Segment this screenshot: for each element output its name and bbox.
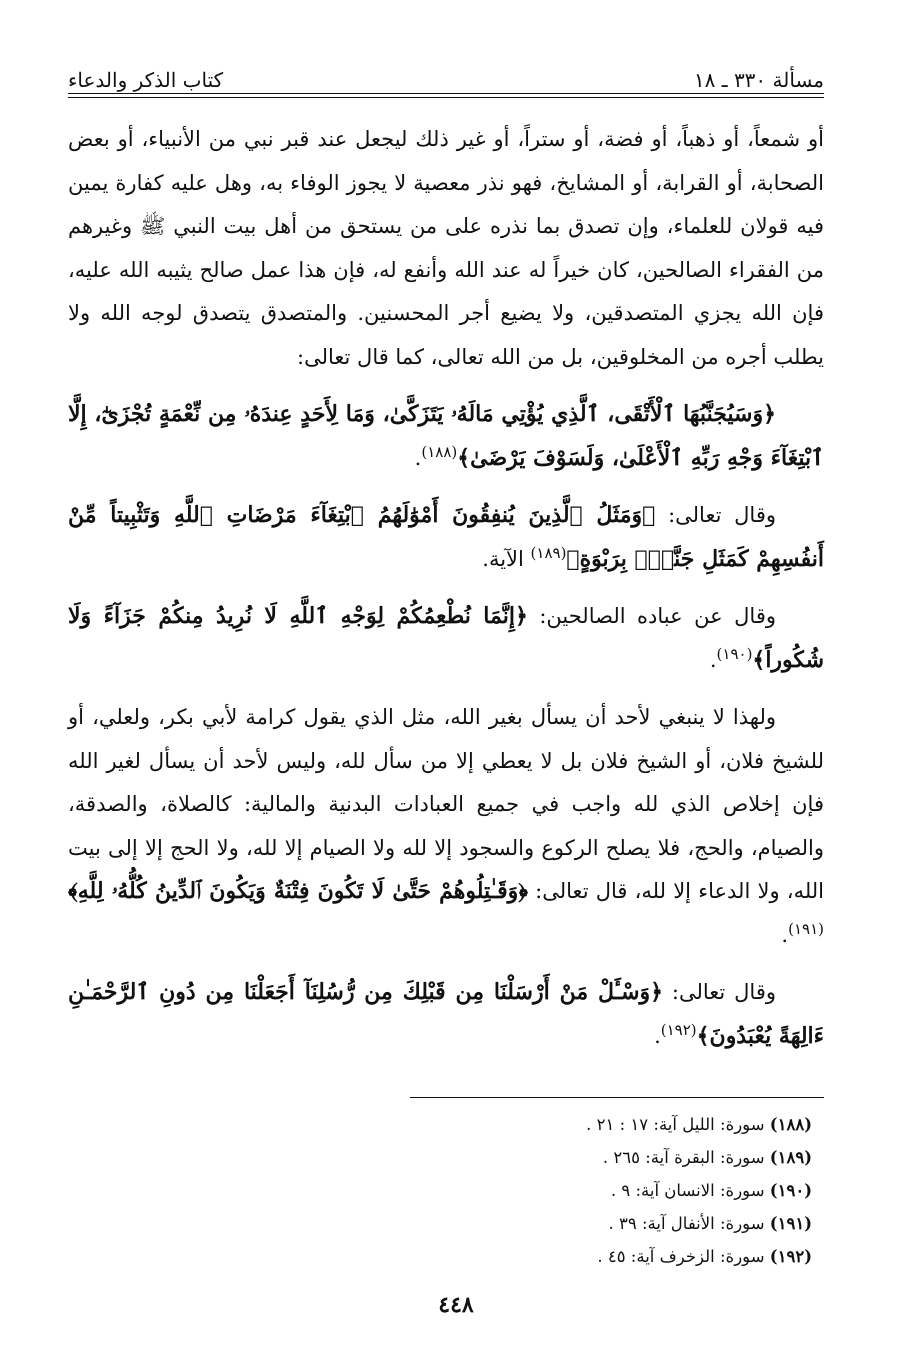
footnote-ref: (١٩٠)	[716, 644, 753, 663]
paragraph-tail: .	[654, 1023, 661, 1048]
header-rule-secondary	[68, 97, 824, 98]
footnote-text: سورة: الزخرف آية: ٤٥ .	[597, 1247, 765, 1266]
footnote-ref: (١٩٢)	[660, 1020, 697, 1039]
footnote-item	[68, 1108, 812, 1141]
paragraph-lead: وقال تعالى:	[655, 503, 776, 527]
paragraph-tail: .	[414, 445, 422, 470]
footnote-text: سورة: الانسان آية: ٩ .	[610, 1181, 765, 1200]
footnotes	[68, 1108, 812, 1273]
footnote-text: سورة: الليل آية: ١٧ : ٢١ .	[586, 1115, 765, 1134]
footnote-number: (١٩٢)	[769, 1247, 812, 1266]
footnote-item	[68, 1141, 812, 1174]
book-title: كتاب الذكر والدعاء	[68, 68, 224, 92]
quran-verse: ﴿وَمَثَلُ ٱلَّذِينَ يُنفِقُونَ أَمْوَٰلَهُمُ ٱبْتِغَآءَ مَرْضَاتِ ٱللَّهِ وَتَثْبِيتاً مِّنْ أَنفُسِهِمْ كَمَثَلِ جَنَّةٍۭ بِرَبْوَةٍ﴾	[68, 502, 824, 572]
paragraph-5	[68, 696, 824, 957]
quran-verse: ﴿وَسَيُجَنَّبُهَا ٱلْأَتْقَى، ٱلَّذِي يُؤْتِي مَالَهُۥ يَتَزَكَّىٰ، وَمَا لِأَحَدٍ عِندَهُۥ مِن نِّعْمَةٍ تُجْزَىٰٓ، إِلَّا ٱبْتِغَآءَ وَجْهِ رَبِّهِ ٱلْأَعْلَىٰ، وَلَسَوْفَ يَرْضَىٰ﴾	[68, 401, 824, 471]
paragraph-tail: .	[781, 922, 789, 947]
paragraph-4	[68, 595, 824, 682]
paragraph-lead: ولهذا لا ينبغي لأحد أن يسأل بغير الله، مثل الذي يقول كرامة لأبي بكر، ولعلي، أو للشيخ فلان، أو الشيخ فلان بل لا يعطي إلا من سأل لله، وليس لأحد أن يسأل لغير الله فإن إخلاص الذي لله واجب في جميع العبادات البدنية والمالية: كالصلاة، والصدقة، والصيام، والحج، فلا يصلح الركوع والسجود إلا لله ولا الصيام إلا لله، ولا الحج إلا إلى بيت الله، ولا الدعاء إلا لله، قال تعالى:	[68, 705, 825, 903]
footnote-number: (١٨٨)	[769, 1115, 812, 1134]
header-rule	[68, 93, 824, 94]
page-number: ٤٤٨	[438, 1292, 474, 1318]
paragraph-tail: .	[709, 647, 717, 672]
running-header	[68, 58, 824, 92]
paragraph-2	[68, 393, 824, 480]
quran-verse: ﴿وَقَـٰتِلُوهُمْ حَتَّىٰ لَا تَكُونَ فِتْنَةٌ وَيَكُونَ ٱلدِّينُ كُلُّهُۥ لِلَّهِ﴾	[68, 878, 528, 904]
paragraph-tail: الآية.	[482, 546, 531, 571]
quran-verse: ﴿وَسْـَٔلْ مَنْ أَرْسَلْنَا مِن قَبْلِكَ مِن رُّسُلِنَآ أَجَعَلْنَا مِن دُونِ ٱلرَّحْمَـٰنِ ءَالِهَةً يُعْبَدُونَ﴾	[68, 979, 824, 1049]
footnote-ref: (١٨٩)	[530, 543, 567, 562]
body-text	[68, 118, 824, 1058]
footnote-number: (١٩٠)	[769, 1181, 812, 1200]
paragraph-1: أو شمعاً، أو ذهباً، أو فضة، أو ستراً، أو غير ذلك ليجعل عند قبر نبي من الأنبياء، أو بعض الصحابة، أو القرابة، أو المشايخ، فهو نذر معصية لا يجوز الوفاء به، وهل عليه كفارة يمين فيه قولان للعلماء، وإن تصدق بما نذره على من يستحق من أهل بيت النبي ﷺ وغيرهم من الفقراء الصالحين، كان خيراً له عند الله وأنفع له، فإن هذا عمل صالح يثيبه الله عليه، فإن الله يجزي المتصدقين، ولا يضيع أجر المحسنين. والمتصدق يتصدق لوجه الله ولا يطلب أجره من المخلوقين، بل من الله تعالى، كما قال تعالى:	[68, 127, 824, 369]
footnote-ref: (١٨٨)	[421, 442, 458, 461]
paragraph-lead: وقال عن عباده الصالحين:	[527, 604, 776, 628]
footnote-item	[68, 1240, 812, 1273]
footnote-number: (١٨٩)	[769, 1148, 812, 1167]
footnote-item	[68, 1174, 812, 1207]
footnote-number: (١٩١)	[769, 1214, 812, 1233]
section-label: مسألة ٣٣٠ ـ ١٨	[693, 68, 824, 92]
footnote-text: سورة: الأنفال آية: ٣٩ .	[608, 1214, 765, 1233]
footnote-text: سورة: البقرة آية: ٢٦٥ .	[602, 1148, 765, 1167]
paragraph-6	[68, 971, 824, 1058]
footnote-item	[68, 1207, 812, 1240]
paragraph-lead: وقال تعالى:	[663, 980, 776, 1004]
paragraph-3	[68, 494, 824, 581]
footnote-rule	[410, 1097, 824, 1098]
footnote-ref: (١٩١)	[788, 919, 824, 938]
quran-verse: ﴿إِنَّمَا نُطْعِمُكُمْ لِوَجْهِ ٱللَّهِ لَا نُرِيدُ مِنكُمْ جَزَآءً وَلَا شُكُوراً﴾	[68, 603, 824, 673]
